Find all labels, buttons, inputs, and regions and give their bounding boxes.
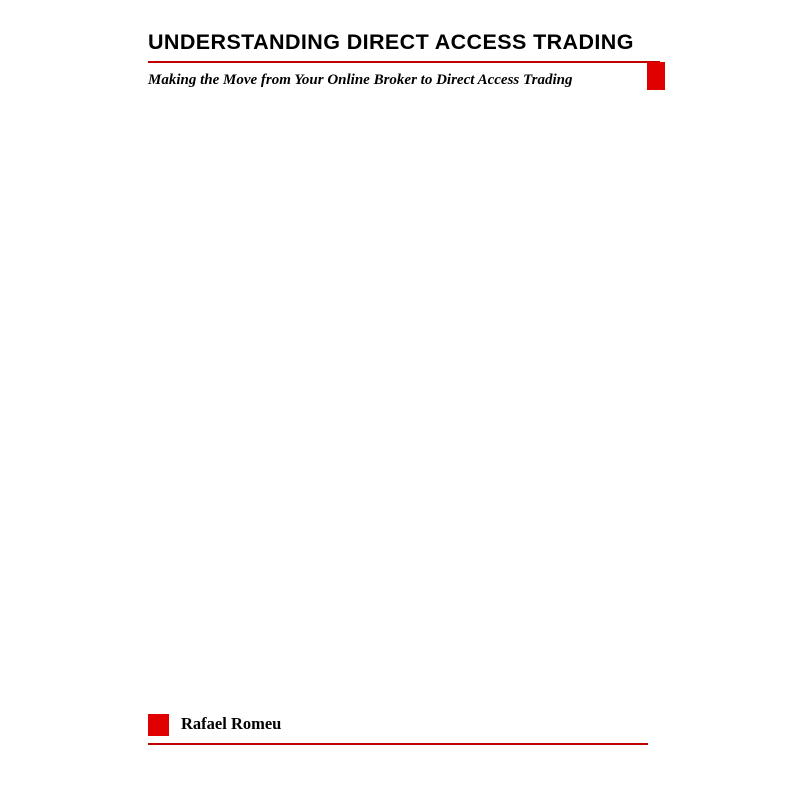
- red-square-icon: [148, 714, 169, 736]
- page-title: UNDERSTANDING DIRECT ACCESS TRADING: [148, 30, 634, 54]
- title-divider: [148, 61, 660, 63]
- author-name: Rafael Romeu: [181, 714, 282, 733]
- subtitle-row: [148, 70, 660, 92]
- red-square-icon: [647, 62, 665, 90]
- subtitle: Making the Move from Your Online Broker to Direct Access Trading: [148, 71, 573, 88]
- title-block: [148, 30, 660, 92]
- author-block: [148, 713, 648, 745]
- author-row: [148, 713, 648, 739]
- author-divider: [148, 743, 648, 745]
